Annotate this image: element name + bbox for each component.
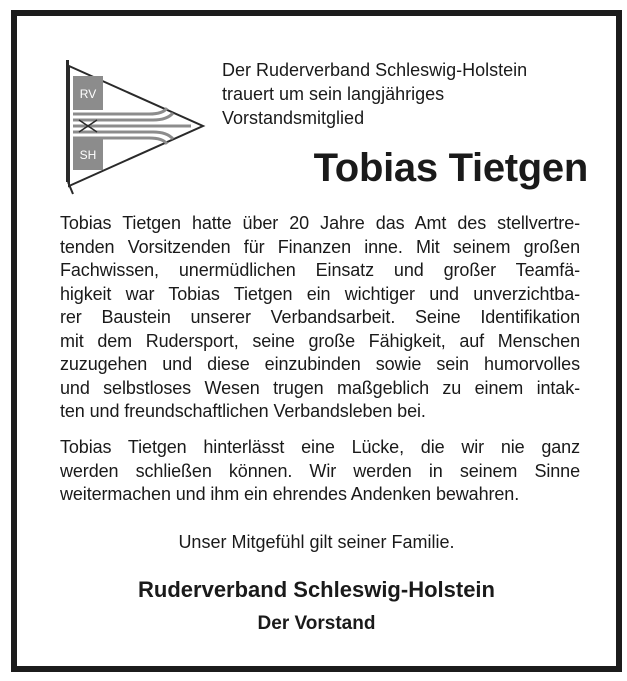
tribute-paragraph [60,212,580,424]
flag-top-text: RV [79,87,97,101]
text-line: ten und freundschaftlichen Verbandsleben bei. [60,401,426,421]
flag-bottom-text: SH [79,148,97,162]
deceased-name: Tobias Tietgen [313,146,588,190]
text-line: weitermachen und ihm ein ehrendes Andenken bewahren. [60,484,520,504]
text-line: Fachwissen, unermüdlichen Einsatz und großer Teamfä- [60,260,580,280]
text-line: tenden Vorsitzenden für Finanzen inne. Mit seinem großen [60,236,580,257]
intro-line: trauert um sein langjähriges [222,84,445,104]
remembrance-paragraph [60,436,580,507]
text-line: rer Baustein unserer Verbandsarbeit. Seine Identifikation [60,307,580,327]
text-line: und selbstloses Wesen trugen maßgeblich zu einem intak- [60,377,580,398]
intro-line: Vorstandsmitglied [222,108,365,128]
text-line: mit dem Rudersport, seine große Fähigkeit, auf Menschen [60,330,580,351]
signature-organization: Ruderverband Schleswig-Holstein [138,577,495,602]
obituary-notice [11,10,622,672]
condolence-line: Unser Mitgefühl gilt seiner Familie. [178,532,455,552]
text-line: Tobias Tietgen hatte über 20 Jahre das Amt des stellvertre- [60,213,580,233]
intro-text [222,58,602,130]
text-line: zuzugehen und diese einzubinden sowie sein humorvolles [60,354,580,374]
text-line: werden schließen können. Wir werden in seinem Sinne [60,460,580,481]
text-line: Tobias Tietgen hinterlässt eine Lücke, die wir nie ganz [60,437,580,457]
signature-board: Der Vorstand [257,613,376,634]
intro-line: Der Ruderverband Schleswig-Holstein [222,60,528,80]
text-line: higkeit war Tobias Tietgen ein wichtiger und unverzichtba- [60,283,580,304]
